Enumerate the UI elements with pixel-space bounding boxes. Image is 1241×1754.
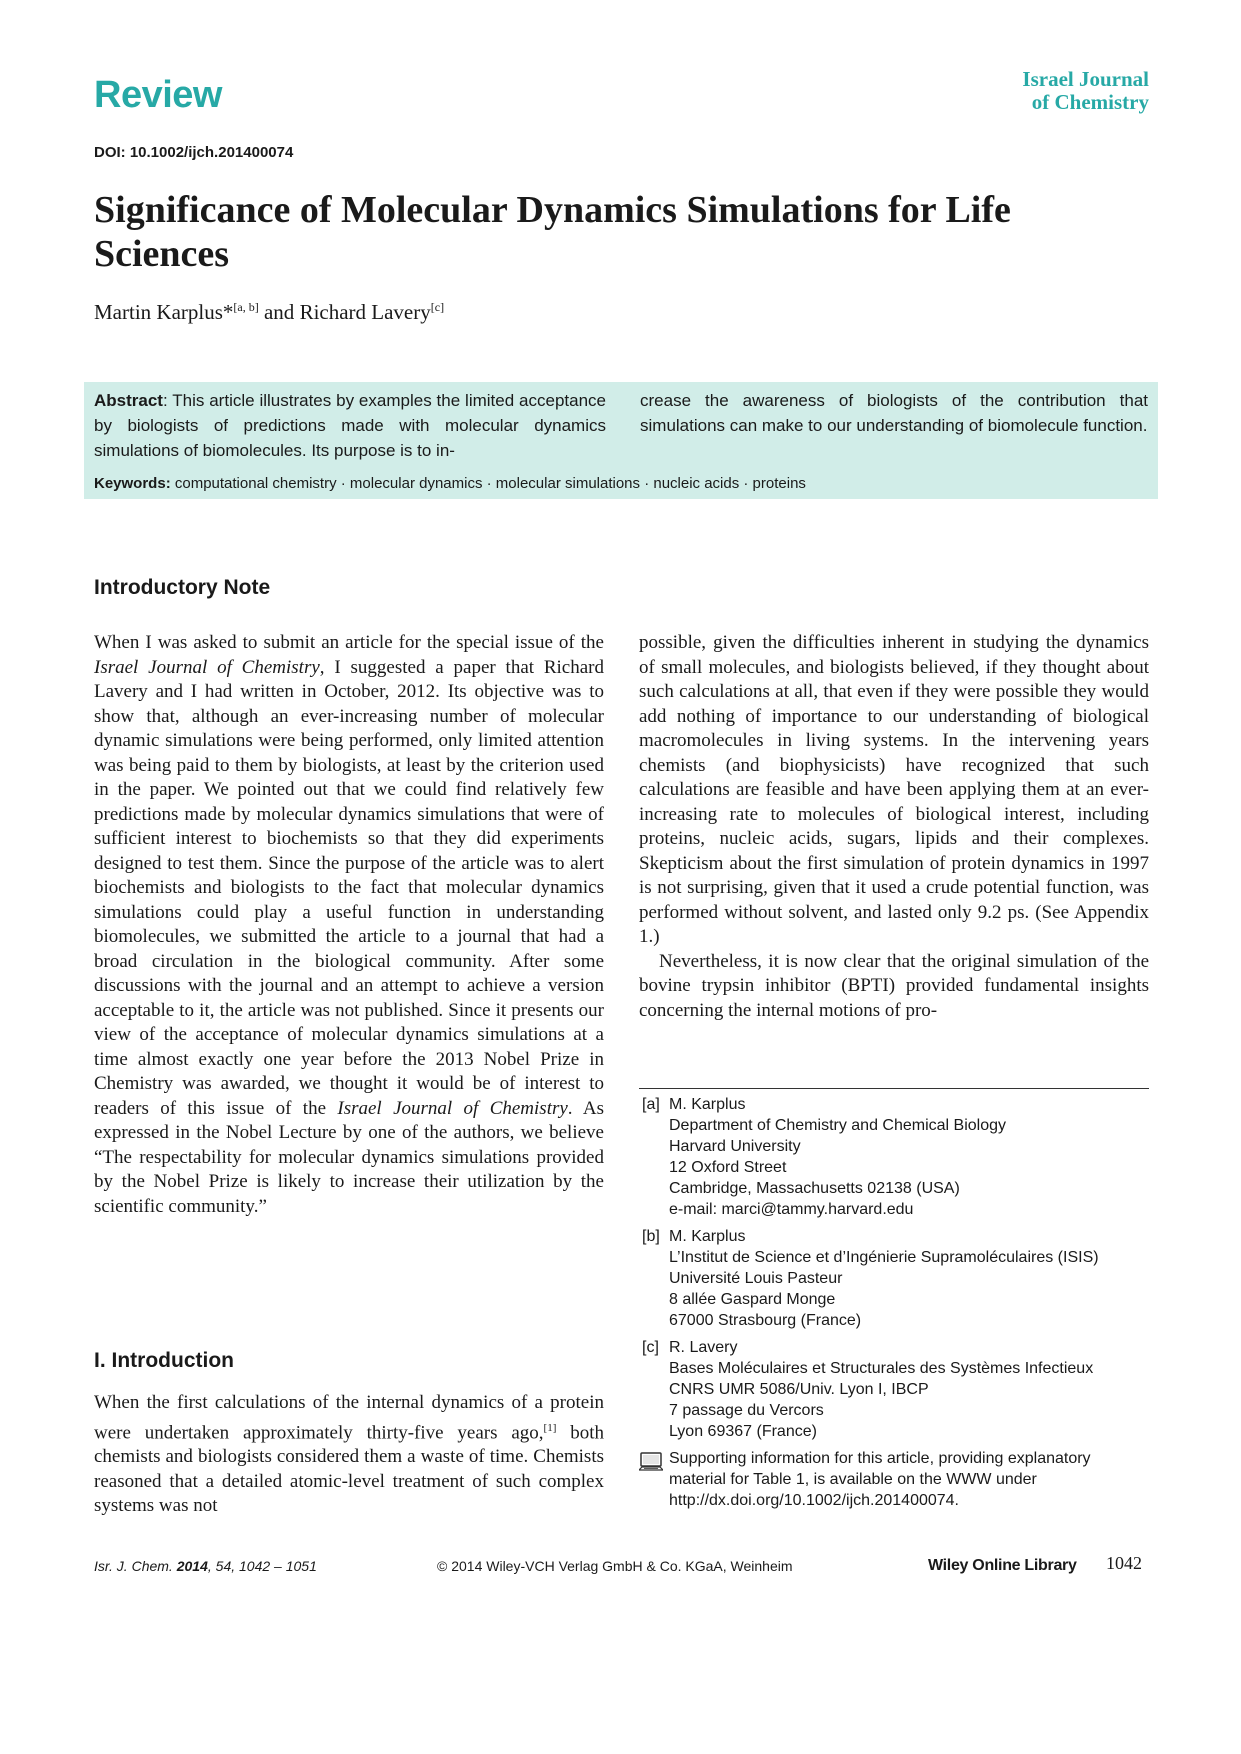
abstract-box	[84, 382, 1158, 499]
supporting-information-text[interactable]: Supporting information for this article, providing explanatory material for Table 1, is available on the WWW under http://dx.doi.org/10.1002/ijch.201400074.	[669, 1450, 1091, 1509]
journal-reference-2: Israel Journal of Chemistry	[337, 1097, 568, 1119]
introductory-note-text	[94, 631, 604, 1219]
author-karplus: Martin Karplus*	[94, 300, 234, 324]
introductory-note-heading: Introductory Note	[94, 576, 271, 599]
footer-citation-journal: Isr. J. Chem.	[94, 1558, 177, 1574]
author-lavery-affil: [c]	[430, 300, 445, 314]
affiliation-tag: [b]	[642, 1228, 660, 1245]
affiliation-line: 8 allée Gaspard Monge	[669, 1291, 836, 1308]
affiliation-tag: [c]	[642, 1339, 659, 1356]
citation-ref-1[interactable]: [1]	[543, 1421, 557, 1434]
keywords-label: Keywords:	[94, 475, 171, 492]
journal-name-line2: of Chemistry	[1031, 90, 1149, 114]
intro-text-b: both chemists and biologists considered them a waste of time. Chemists reasoned that a detailed atomic-level treatment of such complex systems was not	[94, 1421, 604, 1517]
article-title: Significance of Molecular Dynamics Simulations for Life Sciences	[94, 189, 1011, 275]
keywords-list: computational chemistry · molecular dynamics · molecular simulations · nucleic acids · proteins	[174, 475, 806, 492]
note-text-c: . As expressed in the Nobel Lecture by one of the authors, we believe “The respectability for molecular dynamics simulations provided by the Nobel Prize is likely to increase their utilization by the scientific community.”	[94, 1097, 604, 1217]
footer-citation-year: 2014	[176, 1558, 208, 1574]
journal-reference-1: Israel Journal of Chemistry	[94, 656, 320, 678]
affiliation-line: Department of Chemistry and Chemical Biology	[669, 1117, 1007, 1134]
section-label: Review	[94, 74, 222, 116]
affiliation-line: 12 Oxford Street	[669, 1159, 787, 1176]
email-link[interactable]: e-mail: marci@tammy.harvard.edu	[669, 1201, 914, 1218]
affiliations	[639, 1094, 1151, 1511]
supporting-information	[639, 1448, 1151, 1511]
page-number: 1042	[1106, 1553, 1142, 1573]
right-column-text	[639, 631, 1149, 1023]
computer-icon	[639, 1452, 663, 1472]
doi: DOI: 10.1002/ijch.201400074	[94, 144, 294, 161]
affiliation-b	[639, 1226, 1151, 1331]
footer-citation	[94, 1558, 317, 1574]
author-lavery: Richard Lavery	[299, 300, 431, 324]
affiliation-line: Lyon 69367 (France)	[669, 1423, 817, 1440]
intro-text-a: When the first calculations of the internal dynamics of a protein were undertaken approximately thirty-five years ago,	[94, 1392, 604, 1443]
footer-copyright: © 2014 Wiley-VCH Verlag GmbH & Co. KGaA, Weinheim	[437, 1558, 793, 1574]
author-karplus-affil: [a, b]	[233, 300, 259, 314]
affiliation-line: CNRS UMR 5086/Univ. Lyon I, IBCP	[669, 1381, 929, 1398]
wiley-online-library-logo: Wiley Online Library	[928, 1557, 1077, 1574]
keywords	[94, 475, 806, 493]
introduction-heading: I. Introduction	[94, 1349, 234, 1372]
affiliation-tag: [a]	[642, 1096, 660, 1113]
affiliation-a	[639, 1094, 1151, 1220]
affiliation-line: M. Karplus	[669, 1096, 746, 1113]
affiliation-divider	[639, 1088, 1149, 1089]
right-paragraph-1: possible, given the difficulties inherent in studying the dynamics of small molecules, and biologists believed, if they thought about such calculations at all, that even if they were possible they would add nothing of importance to our understanding of biological macromolecules in living systems. In the intervening years chemists (and biophysicists) have recognized that such calculations are feasible and have been applying them at an ever-increasing rate to molecules of biological interest, including proteins, nucleic acids, sugars, lipids and their complexes. Skepticism about the first simulation of protein dynamics in 1997 is not surprising, given that it used a crude potential function, was performed without solvent, and lasted only 9.2 ps. (See Appendix 1.)	[639, 632, 1149, 947]
introduction-text	[94, 1391, 604, 1519]
abstract-right-column: crease the awareness of biologists of the contribution that simulations can make to our understanding of biomolecule function.	[640, 391, 1148, 435]
affiliation-line: Harvard University	[669, 1138, 801, 1155]
note-text-a: When I was asked to submit an article for the special issue of the	[94, 632, 604, 653]
affiliation-line: Cambridge, Massachusetts 02138 (USA)	[669, 1180, 960, 1197]
abstract-label: Abstract	[94, 391, 163, 410]
affiliation-line: 7 passage du Vercors	[669, 1402, 824, 1419]
journal-name	[949, 68, 1149, 114]
affiliation-line: Bases Moléculaires et Structurales des Systèmes Infectieux	[669, 1360, 1094, 1377]
author-separator: and	[258, 300, 300, 324]
right-paragraph-2: Nevertheless, it is now clear that the original simulation of the bovine trypsin inhibitor (BPTI) provided fundamental insights concerning the internal motions of pro-	[639, 950, 1149, 1021]
journal-name-line1: Israel Journal	[1022, 67, 1149, 91]
footer-citation-pages: , 54, 1042 – 1051	[207, 1558, 317, 1574]
abstract-left-column	[94, 388, 606, 463]
affiliation-line: L’Institut de Science et d’Ingénierie Supramoléculaires (ISIS)	[669, 1249, 1099, 1266]
affiliation-line: 67000 Strasbourg (France)	[669, 1312, 862, 1329]
affiliation-line: R. Lavery	[669, 1339, 738, 1356]
note-text-b: , I suggested a paper that Richard Lavery and I had written in October, 2012. Its objective was to show that, although an ever-increasing number of molecular dynamic simulations were being performed, only limited attention was being paid to them by biologists, at least by the criterion used in the paper. We pointed out that we could find relatively few predictions made by molecular dynamics simulations that were of sufficient interest to biochemists so that they did experiments designed to test them. Since the purpose of the article was to alert biochemists and biologists to the fact that molecular dynamics simulations could play a useful function in understanding biomolecules, we submitted the article to a journal that had a broad circulation in the biological community. After some discussions with the journal and an attempt to achieve a version acceptable to it, the article was not published. Since it presents our view of the acceptance of molecular dynamics simulations at a time almost exactly one year before the 2013 Nobel Prize in Chemistry was awarded, we thought it would be of interest to readers of this issue of the	[94, 656, 604, 1119]
affiliation-line: M. Karplus	[669, 1228, 746, 1245]
abstract-text-left: : This article illustrates by examples the limited acceptance by biologists of predictions made with molecular dynamics simulations of biomolecules. Its purpose is to in-	[94, 391, 606, 460]
authors	[94, 300, 444, 325]
affiliation-c	[639, 1337, 1151, 1442]
affiliation-line: Université Louis Pasteur	[669, 1270, 843, 1287]
